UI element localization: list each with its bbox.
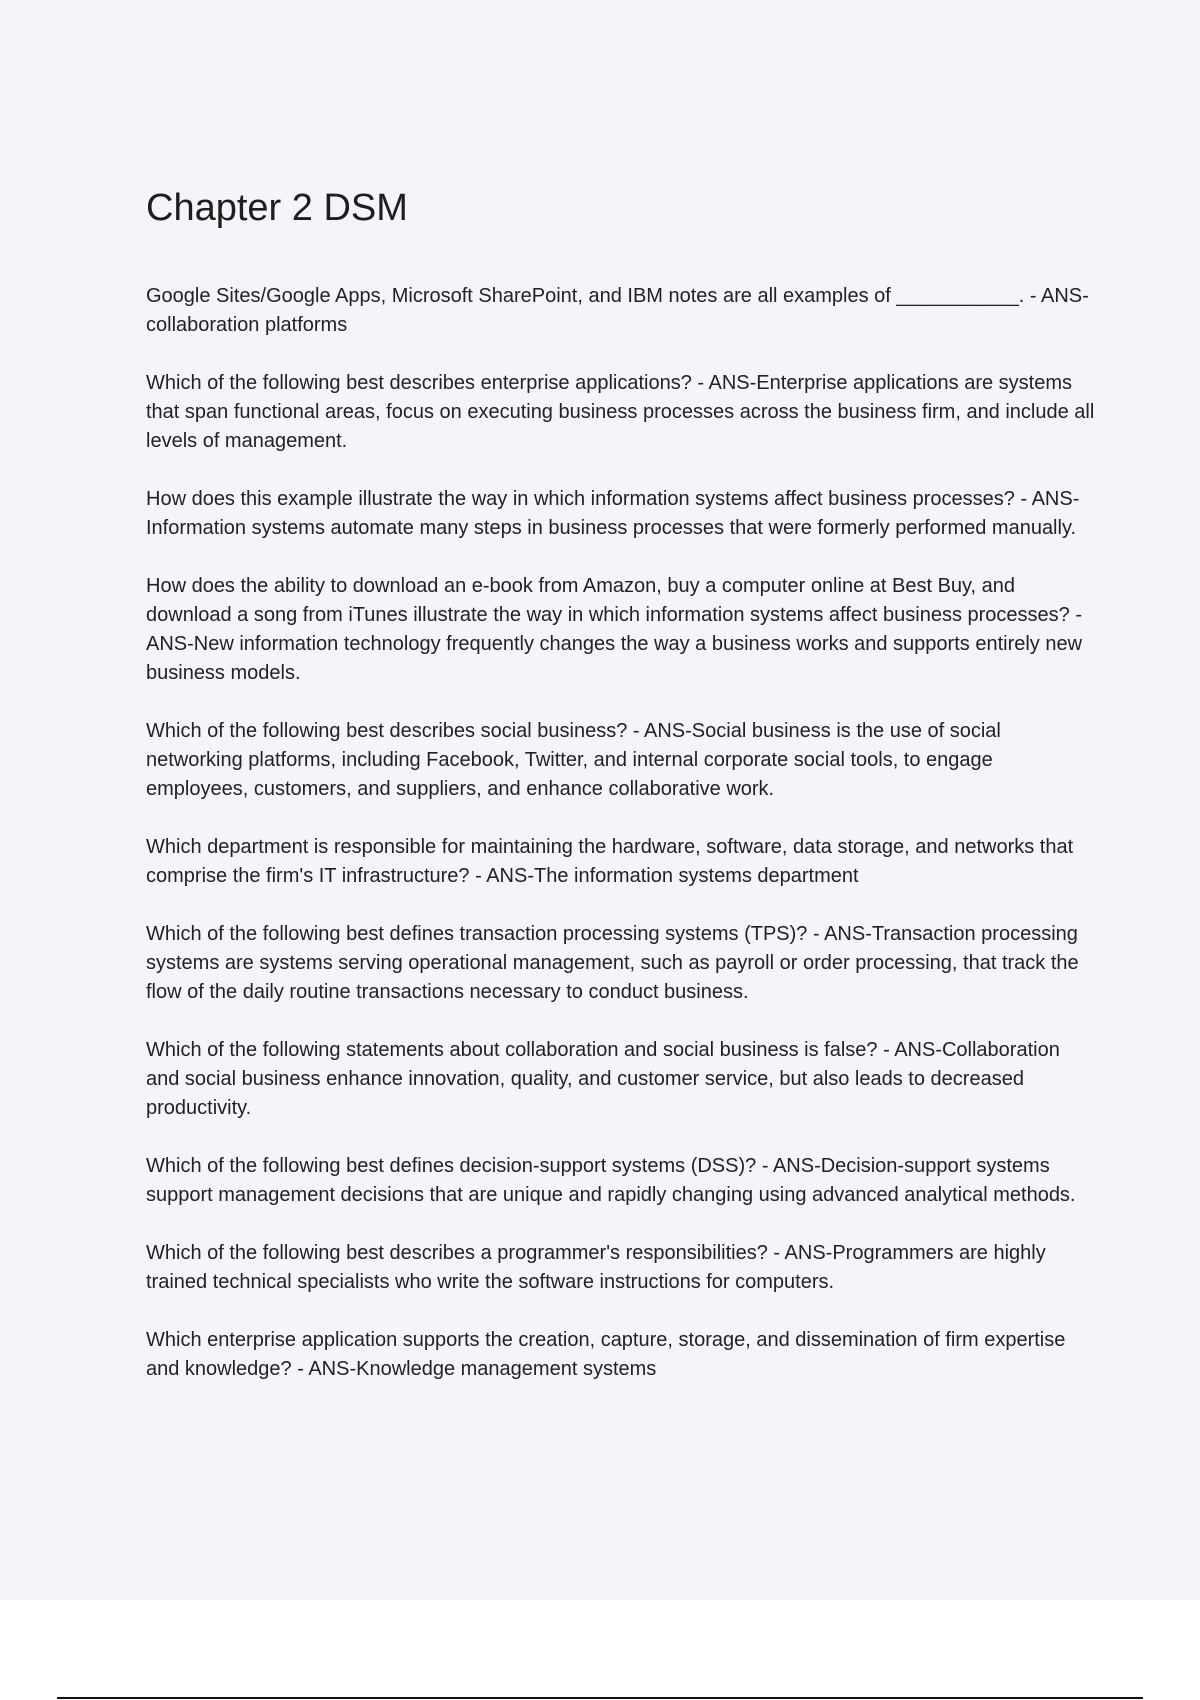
qa-entry: Google Sites/Google Apps, Microsoft SharePoint, and IBM notes are all examples of ___________. - ANS-collaboration platforms bbox=[146, 285, 1089, 336]
qa-entry: How does this example illustrate the way in which information systems affect business processes? - ANS-Information systems automate many steps in business processes that were formerly performed manually. bbox=[146, 488, 1080, 539]
qa-entry: Which of the following best defines transaction processing systems (TPS)? - ANS-Transaction processing systems are systems serving operational management, such as payroll or order processing, that track the flow of the daily routine transactions necessary to conduct business. bbox=[146, 923, 1079, 1003]
footer-divider bbox=[57, 1697, 1143, 1699]
qa-entry: Which of the following best describes social business? - ANS-Social business is the use of social networking platforms, including Facebook, Twitter, and internal corporate social tools, to engage employees, customers, and suppliers, and enhance collaborative work. bbox=[146, 720, 1001, 800]
document-content bbox=[146, 184, 1096, 1413]
qa-entry: Which of the following best defines decision-support systems (DSS)? - ANS-Decision-support systems support management decisions that are unique and rapidly changing using advanced analytical methods. bbox=[146, 1155, 1076, 1206]
qa-entry: Which of the following statements about collaboration and social business is false? - ANS-Collaboration and social business enhance innovation, quality, and customer service, but also leads to decreased productivity. bbox=[146, 1039, 1060, 1119]
qa-entry: Which of the following best describes a programmer's responsibilities? - ANS-Programmers are highly trained technical specialists who write the software instructions for computers. bbox=[146, 1242, 1046, 1293]
page-title: Chapter 2 DSM bbox=[146, 187, 408, 229]
qa-entry: How does the ability to download an e-book from Amazon, buy a computer online at Best Buy, and download a song from iTunes illustrate the way in which information systems affect business processes? - ANS-New information technology frequently changes the way a business works and supports entirely new business models. bbox=[146, 575, 1083, 684]
qa-entry: Which of the following best describes enterprise applications? - ANS-Enterprise applications are systems that span functional areas, focus on executing business processes across the business firm, and include all levels of management. bbox=[146, 372, 1095, 452]
qa-entry: Which department is responsible for maintaining the hardware, software, data storage, and networks that comprise the firm's IT infrastructure? - ANS-The information systems department bbox=[146, 836, 1074, 887]
qa-entry: Which enterprise application supports the creation, capture, storage, and dissemination of firm expertise and knowledge? - ANS-Knowledge management systems bbox=[146, 1329, 1066, 1380]
